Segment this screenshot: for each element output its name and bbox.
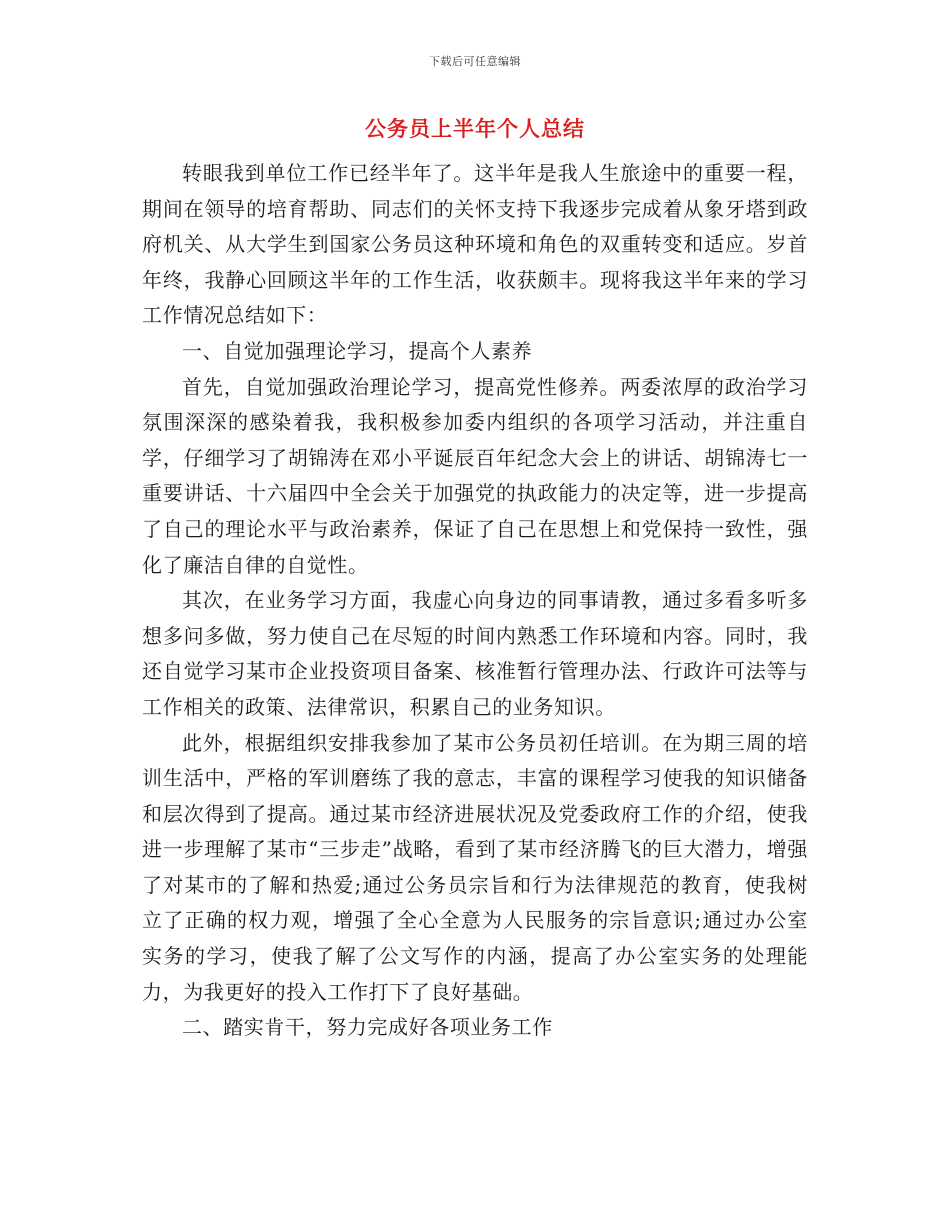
header-note: 下载后可任意编辑 — [429, 55, 521, 68]
paragraph-political-study: 首先，自觉加强政治理论学习，提高党性修养。两委浓厚的政治学习氛围深深的感染着我，我积极参加委内组织的各项学习活动，并注重自学，仔细学习了胡锦涛在邓小平诞辰百年纪念大会上的讲话、胡锦涛七一重要讲话、十六届四中全会关于加强党的执政能力的决定等，进一步提高了自己的理论水平与政治素养，保证了自己在思想上和党保持一致性，强化了廉洁自律的自觉性。 — [142, 374, 808, 577]
section-heading-2: 二、踏实肯干，努力完成好各项业务工作 — [182, 1015, 553, 1040]
paragraph-business-study: 其次，在业务学习方面，我虚心向身边的同事请教，通过多看多听多想多问多做，努力使自己在尽短的时间内熟悉工作环境和内容。同时，我还自觉学习某市企业投资项目备案、核准暂行管理办法、行政许可法等与工作相关的政策、法律常识，积累自己的业务知识。 — [142, 588, 808, 719]
document-body — [142, 156, 808, 1046]
document-title: 公务员上半年个人总结 — [365, 116, 585, 141]
paragraph-intro: 转眼我到单位工作已经半年了。这半年是我人生旅途中的重要一程，期间在领导的培育帮助、同志们的关怀支持下我逐步完成着从象牙塔到政府机关、从大学生到国家公务员这种环境和角色的双重转变和适应。岁首年终，我静心回顾这半年的工作生活，收获颇丰。现将我这半年来的学习工作情况总结如下： — [142, 161, 808, 328]
section-heading-1: 一、自觉加强理论学习，提高个人素养 — [182, 338, 533, 363]
paragraph-training: 此外，根据组织安排我参加了某市公务员初任培训。在为期三周的培训生活中，严格的军训磨练了我的意志，丰富的课程学习使我的知识储备和层次得到了提高。通过某市经济进展状况及党委政府工作的介绍，使我进一步理解了某市“三步走”战略，看到了某市经济腾飞的巨大潜力，增强了对某市的了解和热爱;通过公务员宗旨和行为法律规范的教育，使我树立了正确的权力观，增强了全心全意为人民服务的宗旨意识;通过办公室实务的学习，使我了解了公文写作的内涵，提高了办公室实务的处理能力，为我更好的投入工作打下了良好基础。 — [142, 730, 808, 1004]
